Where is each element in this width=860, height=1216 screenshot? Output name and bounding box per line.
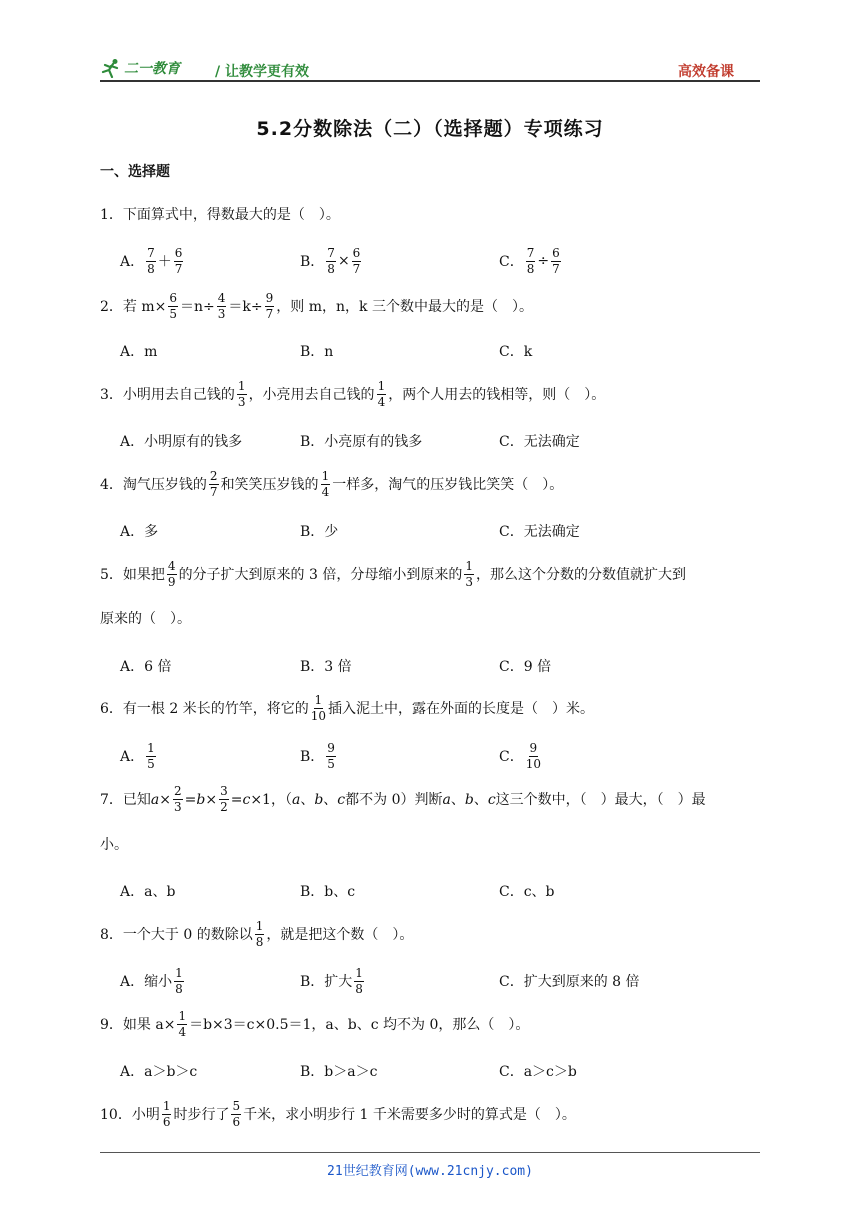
option-a[interactable] [120, 246, 185, 276]
question-4: 4．淘气压岁钱的 $\frac{2}{7}$ 和笑笑压岁钱的 $\frac{1}{4}$ 一样多，淘气的压岁钱比笑笑（ ）。 [100, 469, 564, 499]
option-b[interactable]: B．b、c [300, 884, 356, 900]
operator: × [337, 253, 350, 269]
fraction: $\frac{7}{8}$ [526, 245, 535, 276]
option-a[interactable]: A．6 倍 [120, 659, 172, 675]
fraction: $\frac{1}{6}$ [162, 1099, 171, 1129]
footer-link[interactable]: 21世纪教育网(www.21cnjy.com) [327, 1164, 533, 1179]
page-header [100, 56, 760, 82]
footer-divider [100, 1152, 760, 1153]
question-4-options [120, 516, 760, 546]
question-2-options [120, 336, 760, 366]
fraction: $\frac{1}{3}$ [465, 559, 474, 589]
option-a[interactable]: A．m [120, 344, 158, 360]
question-6-options [120, 741, 760, 771]
fraction: $\frac{5}{6}$ [232, 1099, 241, 1129]
fraction: $\frac{9}{10}$ [525, 740, 541, 771]
fraction: $\frac{1}{5}$ [147, 740, 155, 771]
question-1-options [120, 246, 760, 276]
question-6: 6．有一根 2 米长的竹竿，将它的 $\frac{1}{10}$ 插入泥土中，露在外面的长度是（ ）米。 [100, 693, 594, 723]
option-c[interactable]: C．c、b [499, 884, 555, 900]
option-a[interactable]: A．小明原有的钱多 [120, 434, 243, 450]
fraction: $\frac{4}{9}$ [167, 559, 176, 589]
fraction: $\frac{6}{7}$ [352, 245, 361, 276]
option-b[interactable]: B．少 [300, 524, 339, 540]
page-title: 5.2分数除法（二）（选择题）专项练习 [256, 118, 604, 140]
option-label: B． [300, 749, 325, 765]
operator: ÷ [537, 253, 550, 269]
option-b[interactable] [300, 246, 363, 276]
question-8-options [120, 966, 760, 996]
fraction: $\frac{6}{5}$ [169, 291, 178, 321]
question-9: 9．如果 a× $\frac{1}{4}$ ＝b×3＝c×0.5＝1，a、b、c 均不为 0，那么（ ）。 [100, 1009, 530, 1039]
option-label: A． [120, 749, 145, 765]
option-label: A． [120, 254, 145, 270]
question-7: 7．已知 a × $\frac{2}{3}$ = b × $\frac{3}{2}$ = c ×1，（ a 、 b 、 c 都不为 0）判断 a 、 b 、 c 这三个数中，（ ）最大，（ ）最 [100, 784, 706, 814]
option-c[interactable]: C．k [499, 344, 533, 360]
option-a[interactable] [120, 741, 158, 771]
fraction: $\frac{6}{7}$ [552, 245, 560, 276]
header-divider [100, 80, 760, 82]
option-c[interactable]: C．a＞c＞b [499, 1064, 577, 1080]
question-9-options [120, 1056, 760, 1086]
fraction: $\frac{2}{3}$ [174, 784, 182, 814]
question-1 [100, 206, 765, 224]
option-b[interactable]: B．n [300, 344, 334, 360]
fraction: $\frac{2}{7}$ [209, 469, 218, 499]
header-badge: 高效备课 [678, 64, 734, 80]
fraction: $\frac{1}{3}$ [237, 379, 246, 409]
header-slogan: / 让教学更有效 [215, 64, 309, 80]
option-c[interactable]: C．扩大到原来的 8 倍 [499, 974, 640, 990]
option-b[interactable] [300, 741, 338, 771]
question-7-options [120, 876, 760, 906]
question-8: 8．一个大于 0 的数除以 $\frac{1}{8}$ ，就是把这个数（ ）。 [100, 919, 414, 949]
section-heading: 一、选择题 [100, 164, 170, 180]
fraction: $\frac{7}{8}$ [327, 245, 335, 276]
question-7-line2: 小。 [100, 837, 128, 853]
option-a[interactable]: A．a＞b＞c [120, 1064, 198, 1080]
option-label: B． [300, 254, 325, 270]
option-a[interactable] [120, 966, 186, 996]
fraction: $\frac{1}{4}$ [178, 1009, 187, 1039]
option-c[interactable]: C．9 倍 [499, 659, 552, 675]
option-label: A．缩小 [120, 974, 173, 990]
question-5-line2: 原来的（ ）。 [100, 611, 191, 627]
option-b[interactable]: B．小亮原有的钱多 [300, 434, 423, 450]
fraction: $\frac{1}{4}$ [321, 469, 330, 499]
option-a[interactable]: A．多 [120, 524, 159, 540]
fraction: $\frac{6}{7}$ [174, 245, 183, 276]
question-2: 2．若 m× $\frac{6}{5}$ ＝n÷ $\frac{4}{3}$ ＝k÷ $\frac{9}{7}$ ，则 m，n，k 三个数中最大的是（ ）。 [100, 291, 533, 321]
runner-logo-icon [100, 58, 122, 78]
question-text: 1．下面算式中，得数最大的是（ ）。 [100, 207, 340, 223]
fraction: $\frac{4}{3}$ [217, 291, 226, 321]
option-b[interactable]: B．3 倍 [300, 659, 352, 675]
option-label: C． [499, 254, 524, 270]
fraction: $\frac{1}{8}$ [355, 965, 363, 996]
option-c[interactable]: C．无法确定 [499, 434, 580, 450]
option-label: B．扩大 [300, 974, 353, 990]
option-b[interactable] [300, 966, 366, 996]
fraction: $\frac{1}{8}$ [175, 965, 183, 996]
fraction: $\frac{3}{2}$ [220, 784, 228, 814]
question-3-options [120, 426, 760, 456]
option-a[interactable]: A．a、b [120, 884, 176, 900]
fraction: $\frac{1}{10}$ [310, 693, 326, 723]
option-b[interactable]: B．b＞a＞c [300, 1064, 378, 1080]
fraction: $\frac{1}{4}$ [377, 379, 386, 409]
option-label: C． [499, 749, 524, 765]
logo [100, 58, 180, 78]
fraction: $\frac{9}{7}$ [265, 291, 274, 321]
question-10: 10．小明 $\frac{1}{6}$ 时步行了 $\frac{5}{6}$ 千米，求小明步行 1 千米需要多少时的算式是（ ）。 [100, 1099, 576, 1129]
question-3: 3．小明用去自己钱的 $\frac{1}{3}$ ，小亮用去自己钱的 $\frac{1}{4}$ ，两个人用去的钱相等，则（ ）。 [100, 379, 606, 409]
option-c[interactable] [499, 246, 563, 276]
fraction: $\frac{7}{8}$ [147, 245, 155, 276]
question-5-options [120, 651, 760, 681]
fraction: $\frac{1}{8}$ [255, 919, 264, 949]
question-5: 5．如果把 $\frac{4}{9}$ 的分子扩大到原来的 3 倍，分母缩小到原来的 $\frac{1}{3}$ ，那么这个分数的分数值就扩大到 [100, 559, 687, 589]
option-c[interactable] [499, 741, 543, 771]
operator: ＋ [157, 254, 172, 270]
logo-text: 二一教育 [124, 61, 180, 77]
option-c[interactable]: C．无法确定 [499, 524, 580, 540]
fraction: $\frac{9}{5}$ [327, 740, 335, 771]
